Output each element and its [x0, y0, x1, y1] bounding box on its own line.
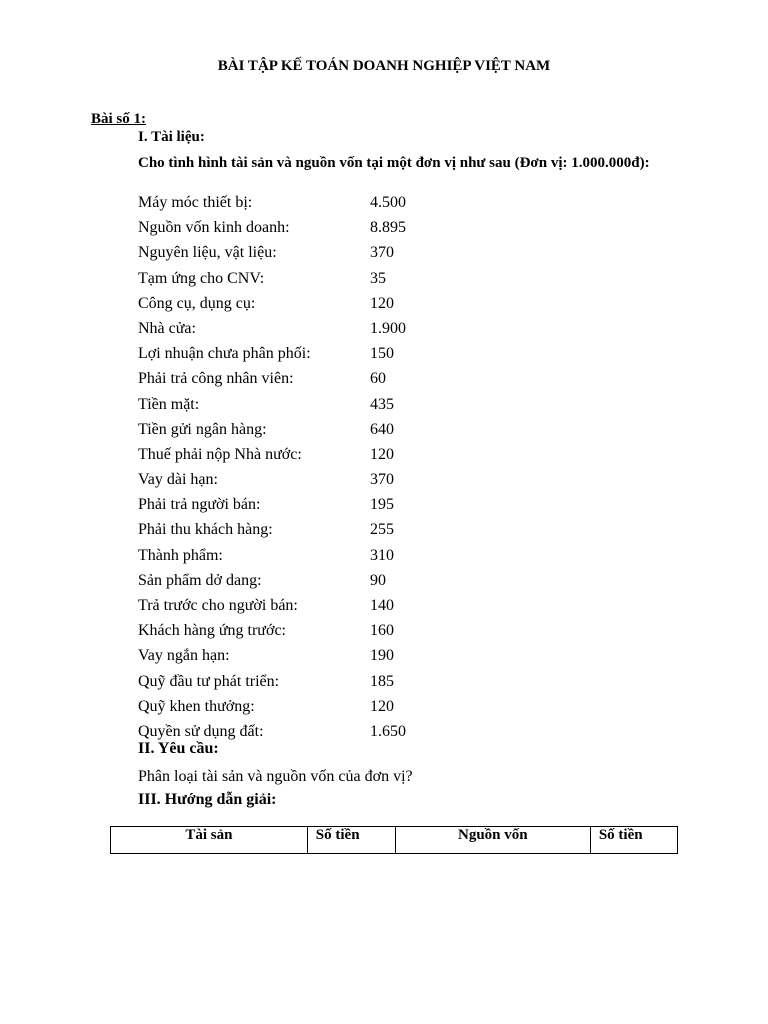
item-name: Vay dài hạn:	[138, 471, 218, 489]
item-amount: 640	[370, 420, 394, 438]
item-name: Thành phẩm:	[138, 546, 223, 564]
list-item	[138, 417, 458, 442]
item-name: Lợi nhuận chưa phân phối:	[138, 345, 311, 363]
intro-text: Cho tình hình tài sản và nguồn vốn tại một đơn vị như sau (Đơn vị: 1.000.000đ):	[138, 155, 650, 171]
header-assets: Tài sản	[111, 827, 308, 854]
item-name: Nguyên liệu, vật liệu:	[138, 244, 277, 262]
item-name: Trả trước cho người bán:	[138, 597, 298, 614]
item-name: Tiền mặt:	[138, 395, 200, 413]
list-item	[138, 442, 458, 467]
list-item	[138, 316, 458, 341]
item-amount: 255	[370, 521, 394, 539]
list-item	[138, 643, 458, 668]
item-amount: 150	[370, 345, 394, 363]
item-name: Quyền sử dụng đất:	[138, 722, 264, 740]
item-amount: 4.500	[370, 194, 406, 211]
answer-table-header-row	[111, 827, 678, 854]
list-item	[138, 190, 458, 215]
list-item	[138, 568, 458, 593]
answer-table	[110, 826, 678, 854]
list-item	[138, 593, 458, 618]
header-sources: Nguồn vốn	[395, 827, 590, 854]
item-amount: 310	[370, 546, 394, 564]
list-item	[138, 467, 458, 492]
list-item	[138, 291, 458, 316]
list-item	[138, 392, 458, 417]
item-name: Khách hàng ứng trước:	[138, 622, 286, 640]
item-name: Vay ngắn hạn:	[138, 647, 230, 665]
item-amount: 8.895	[370, 219, 406, 237]
section-materials-heading: I. Tài liệu:	[138, 129, 205, 145]
section-guide-heading: III. Hướng dẫn giải:	[138, 791, 277, 808]
item-name: Tiền gửi ngân hàng:	[138, 420, 267, 438]
list-item	[138, 543, 458, 568]
item-amount: 90	[370, 571, 386, 589]
item-name: Quỹ khen thưởng:	[138, 697, 255, 715]
item-amount: 120	[370, 294, 394, 312]
item-amount: 435	[370, 395, 394, 413]
item-amount: 370	[370, 244, 394, 262]
list-item	[138, 694, 458, 719]
item-name: Tạm ứng cho CNV:	[138, 269, 265, 287]
item-amount: 140	[370, 597, 394, 614]
item-name: Công cụ, dụng cụ:	[138, 294, 256, 312]
list-item	[138, 341, 458, 366]
header-sources-amount: Số tiền	[590, 827, 677, 854]
item-name: Máy móc thiết bị:	[138, 194, 253, 211]
item-amount: 370	[370, 471, 394, 489]
header-assets-amount: Số tiền	[307, 827, 395, 854]
list-item	[138, 240, 458, 265]
list-item	[138, 266, 458, 291]
list-item	[138, 366, 458, 391]
item-name: Nhà cửa:	[138, 319, 196, 337]
list-item	[138, 492, 458, 517]
list-item	[138, 618, 458, 643]
item-name: Sản phẩm dở dang:	[138, 571, 262, 589]
asset-source-list	[138, 190, 458, 744]
list-item	[138, 517, 458, 542]
requirement-text: Phân loại tài sản và nguồn vốn của đơn vị?	[138, 768, 413, 785]
item-name: Phải trả công nhân viên:	[138, 370, 294, 388]
item-name: Phải trả người bán:	[138, 496, 261, 514]
item-amount: 60	[370, 370, 386, 388]
item-amount: 120	[370, 445, 394, 463]
item-amount: 1.900	[370, 319, 406, 337]
item-amount: 195	[370, 496, 394, 514]
item-name: Phải thu khách hàng:	[138, 521, 273, 539]
item-name: Nguồn vốn kinh doanh:	[138, 219, 290, 237]
item-amount: 185	[370, 672, 394, 690]
item-amount: 120	[370, 697, 394, 715]
exercise-heading: Bài số 1:	[91, 111, 147, 127]
list-item	[138, 215, 458, 240]
item-amount: 190	[370, 647, 394, 665]
item-name: Quỹ đầu tư phát triển:	[138, 672, 280, 690]
item-amount: 160	[370, 622, 394, 640]
document-title: BÀI TẬP KẾ TOÁN DOANH NGHIỆP VIỆT NAM	[217, 58, 551, 74]
item-amount: 35	[370, 269, 386, 287]
item-name: Thuế phải nộp Nhà nước:	[138, 445, 302, 463]
item-amount: 1.650	[370, 722, 406, 740]
section-requirements-heading: II. Yêu cầu:	[138, 740, 219, 757]
list-item	[138, 669, 458, 694]
